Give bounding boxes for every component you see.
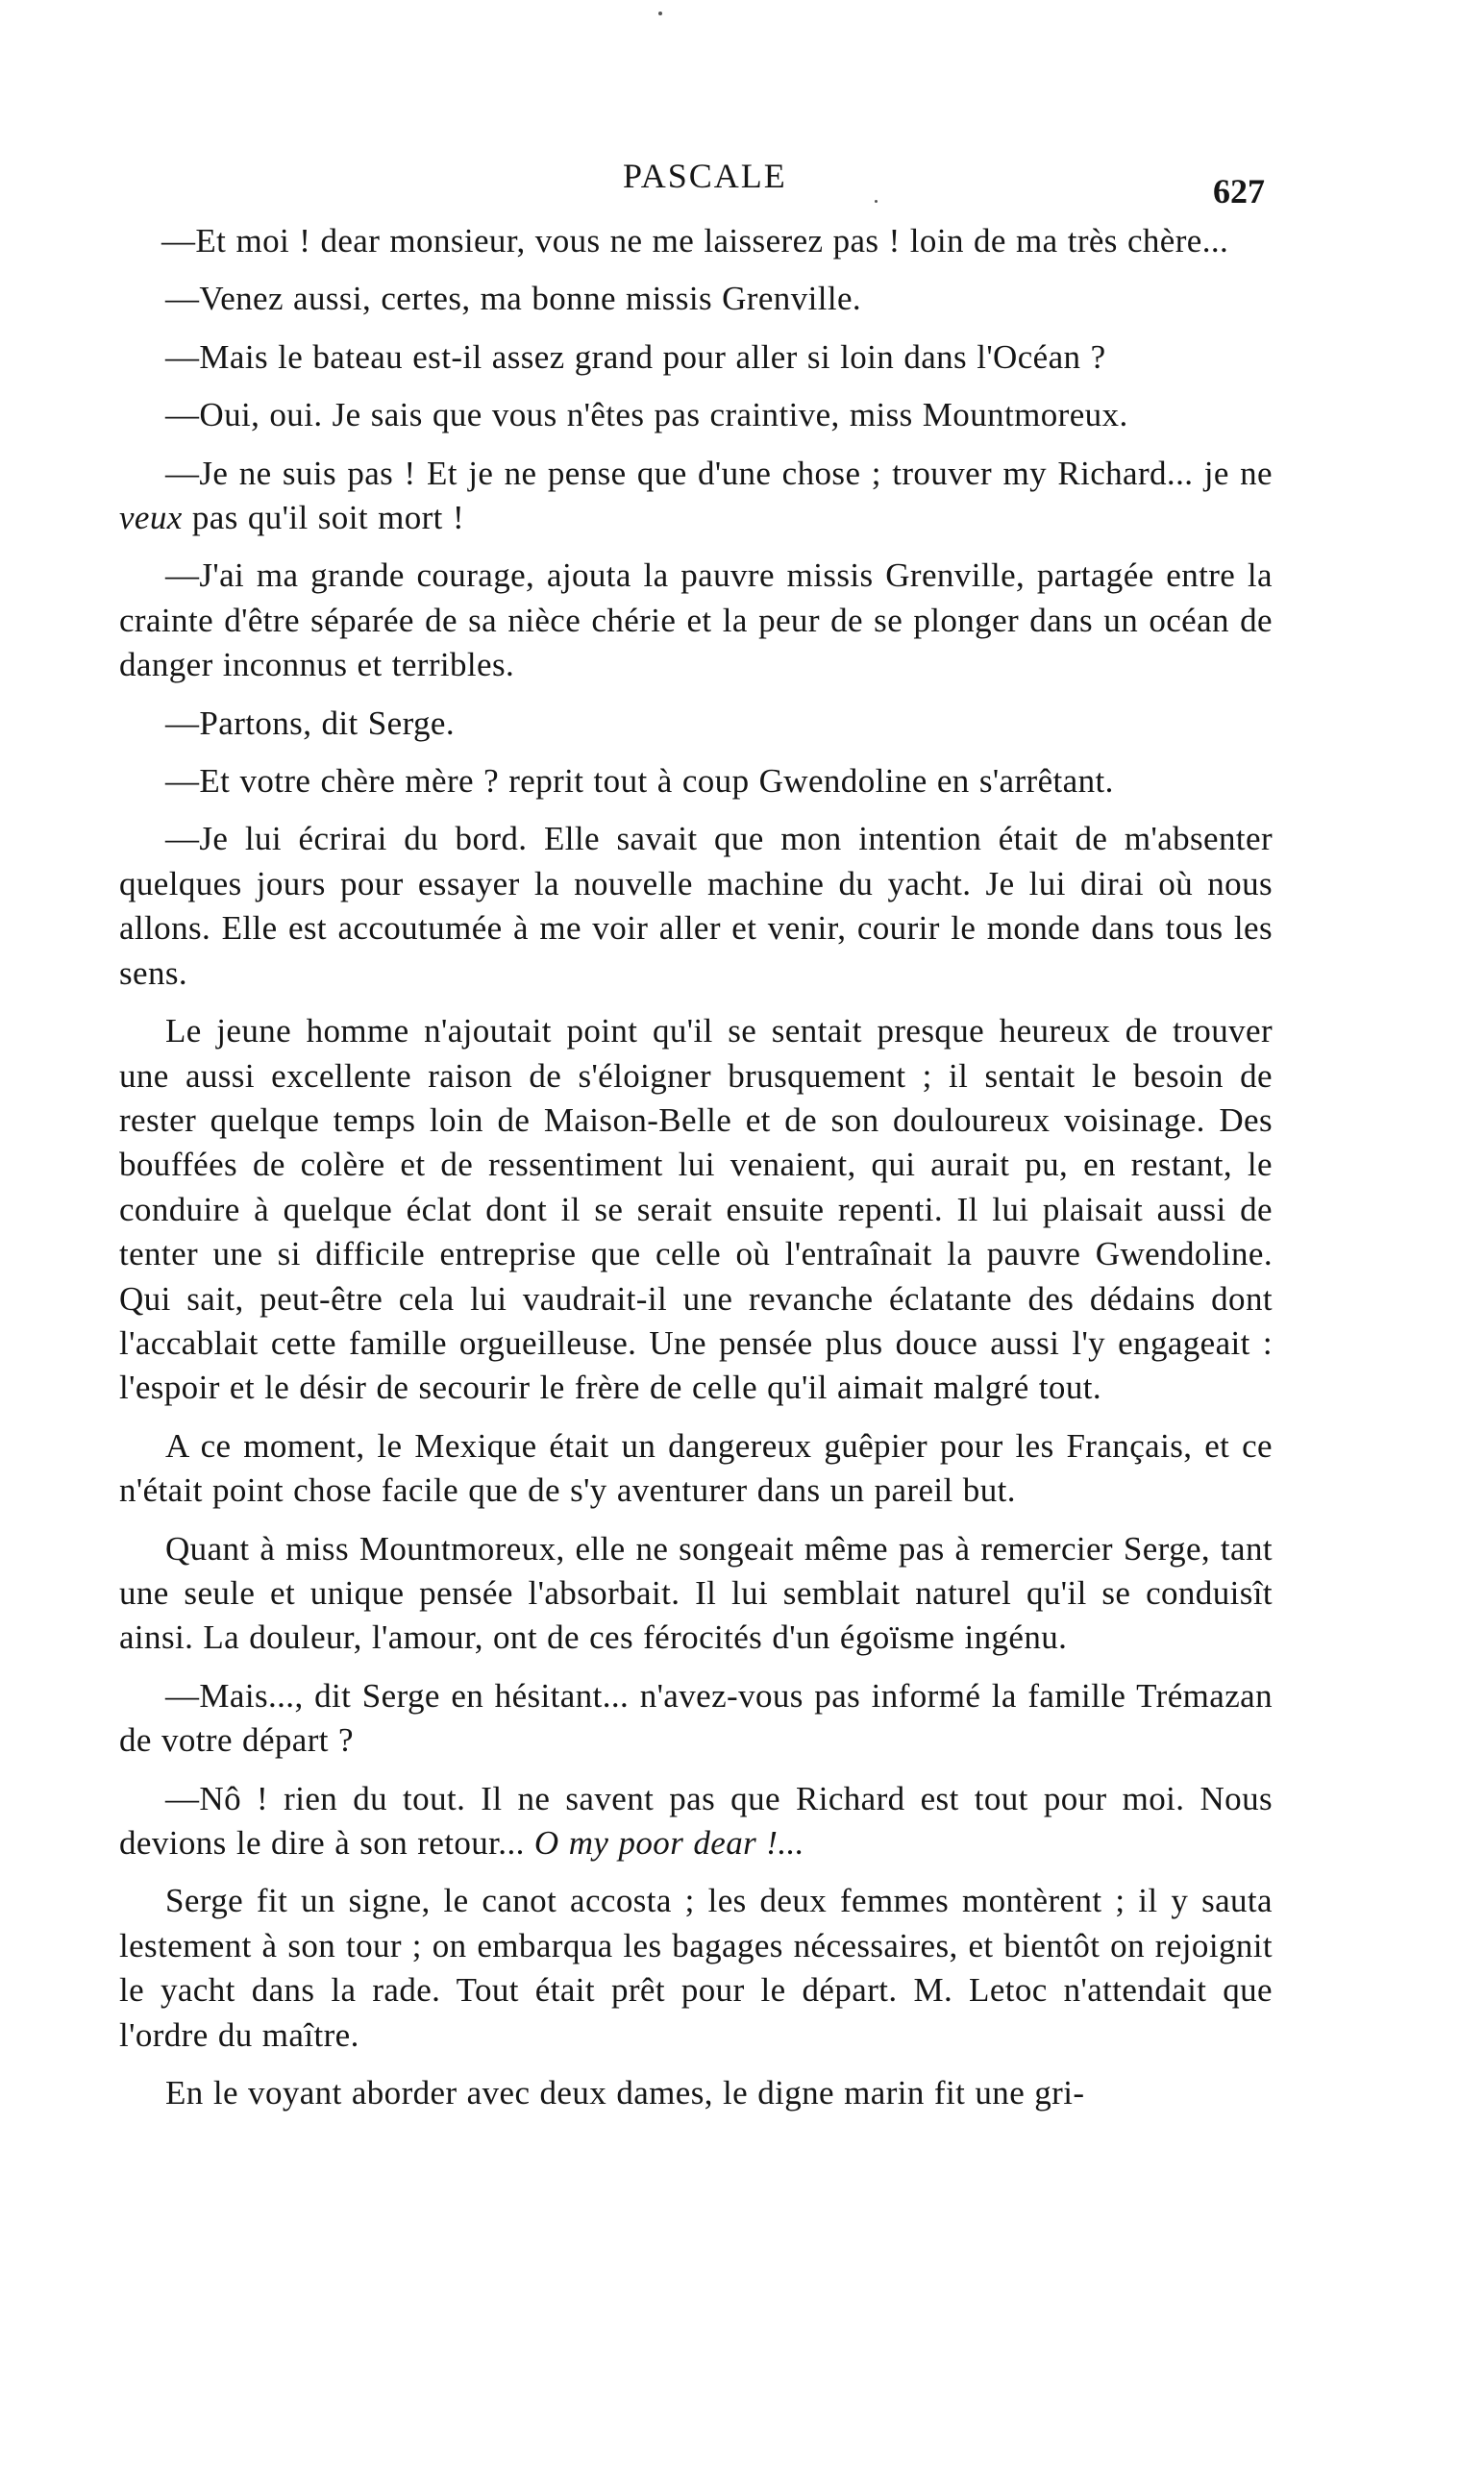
paragraph: —Je lui écrirai du bord. Elle savait que mon intention était de m'absenter quelques jours pour essayer la nouvelle machine du yacht. Je lui dirai où nous allons. Elle est accoutumée à me voir aller et venir, courir le monde dans tous les sens. bbox=[119, 820, 1273, 992]
page-number: 627 bbox=[1213, 172, 1265, 210]
paragraph: —Et votre chère mère ? reprit tout à coup Gwendoline en s'arrêtant. bbox=[165, 762, 1114, 801]
paragraph-text: pas qu'il soit mort ! bbox=[182, 499, 465, 537]
paragraph-text: —Je ne suis pas ! Et je ne pense que d'une chose ; trouver my Richard... je ne bbox=[165, 454, 1273, 492]
paragraph: En le voyant aborder avec deux dames, le digne marin fit une gri- bbox=[165, 2074, 1085, 2112]
running-head bbox=[0, 157, 1484, 210]
paragraph-text: —Nô ! rien du tout. Il ne savent pas que Richard est tout pour moi. Nous devions le dire à son retour... bbox=[119, 1779, 1273, 1862]
paragraph: Serge fit un signe, le canot accosta ; les deux femmes montèrent ; il y sauta lestement à son tour ; on embarqua les bagages nécessaires, et bientôt on rejoignit le yacht dans la rade. Tout était prêt pour le départ. M. Letoc n'attendait que l'ordre du maître. bbox=[119, 1882, 1273, 2054]
paragraph bbox=[119, 452, 1273, 541]
paragraph bbox=[119, 1777, 1273, 1866]
paragraph: —Mais..., dit Serge en hésitant... n'avez-vous pas informé la famille Trémazan de votre départ ? bbox=[119, 1676, 1273, 1760]
paragraph: Quant à miss Mountmoreux, elle ne songeait même pas à remercier Serge, tant une seule et unique pensée l'absorbait. Il lui semblait naturel qu'il se conduisît ainsi. La douleur, l'amour, ont de ces férocités d'un égoïsme ingénu. bbox=[119, 1529, 1273, 1657]
paragraph: —Partons, dit Serge. bbox=[165, 704, 456, 742]
body-text bbox=[119, 219, 1273, 2129]
paragraph: Le jeune homme n'ajoutait point qu'il se sentait presque heureux de trouver une aussi excellente raison de s'éloigner brusquement ; il sentait le besoin de rester quelque temps loin de Maison-Belle et de son douloureux voisinage. Des bouffées de colère et de ressentiment lui venaient, qui aurait pu, en restant, le conduire à quelque éclat dont il se serait ensuite repenti. Il lui plaisait aussi de tenter une si difficile entreprise que celle où l'entraînait la pauvre Gwendoline. Qui sait, peut-être cela lui vaudrait-il une revanche éclatante des dédains dont l'accablait cette famille orgueilleuse. Une pensée plus douce aussi l'y engageait : l'espoir et le désir de secourir le frère de celle qu'il aimait malgré tout. bbox=[119, 1012, 1273, 1407]
print-speck bbox=[658, 12, 662, 15]
paragraph: —Et moi ! dear monsieur, vous ne me laisserez pas ! loin de ma très chère... bbox=[161, 222, 1229, 259]
paragraph: —J'ai ma grande courage, ajouta la pauvre missis Grenville, partagée entre la crainte d'être séparée de sa nièce chérie et la peur de se plonger dans un océan de danger inconnus et terribles. bbox=[119, 556, 1273, 684]
paragraph: —Venez aussi, certes, ma bonne missis Grenville. bbox=[165, 280, 862, 318]
emphasis-text: O my poor dear !... bbox=[533, 1824, 804, 1862]
paragraph: A ce moment, le Mexique était un dangereux guêpier pour les Français, et ce n'était point chose facile que de s'y aventurer dans un pareil but. bbox=[119, 1426, 1273, 1510]
paragraph: —Oui, oui. Je sais que vous n'êtes pas craintive, miss Mountmoreux. bbox=[165, 396, 1128, 434]
page-title: PASCALE bbox=[623, 157, 787, 195]
paragraph: —Mais le bateau est-il assez grand pour aller si loin dans l'Océan ? bbox=[165, 337, 1106, 376]
emphasis-text: veux bbox=[119, 499, 183, 537]
